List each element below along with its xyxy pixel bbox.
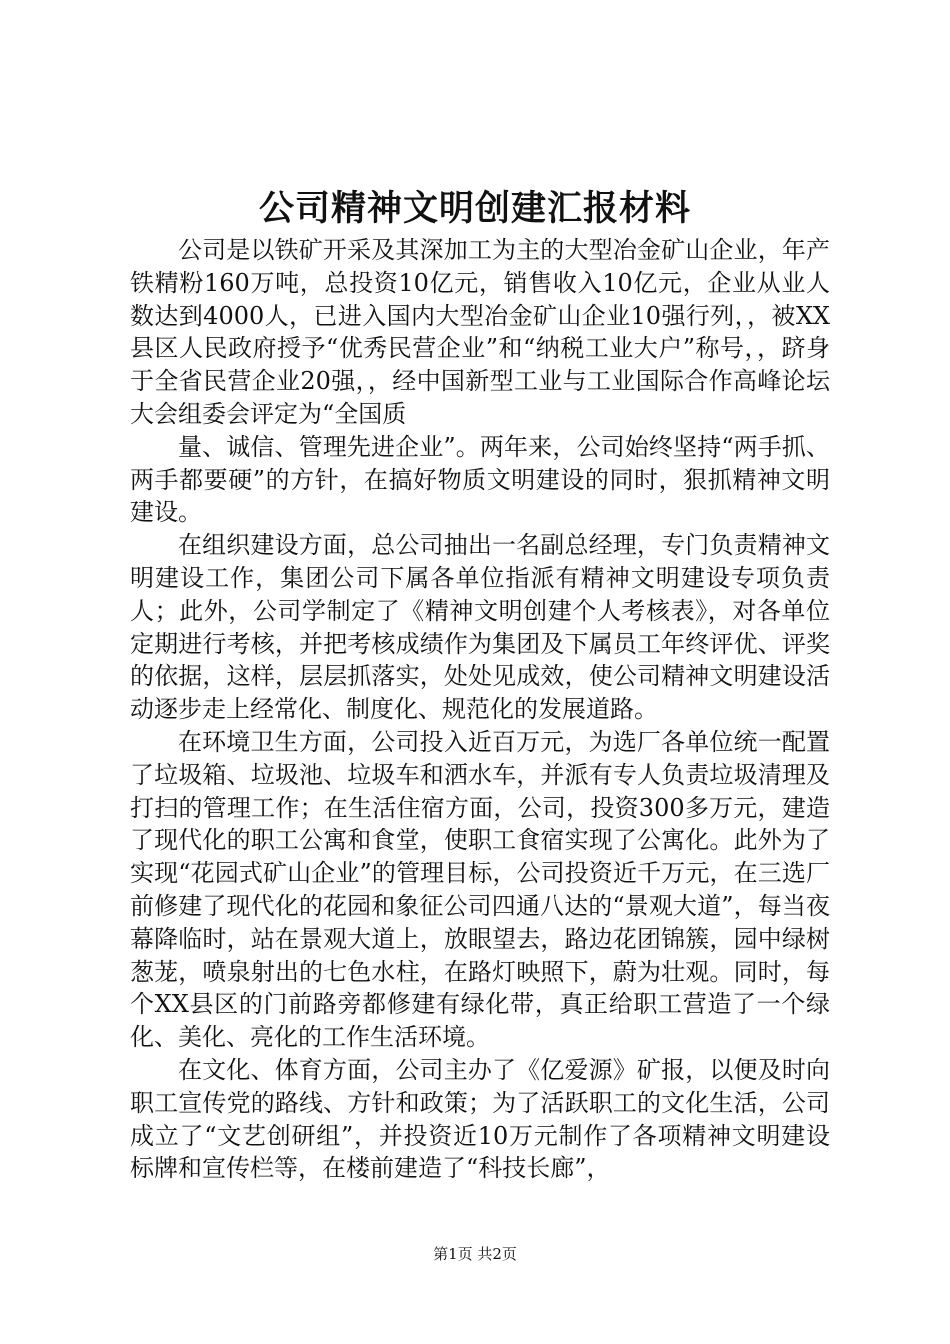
page-title: 公司精神文明创建汇报材料 xyxy=(258,189,691,229)
paragraph-5: 在文化、体育方面，公司主办了《亿爱源》矿报，以便及时向职工宣传党的路线、方针和政策；为了活跃职工的文化生活，公司成立了“文艺创研组”，并投资近10万元制作了各项精神文明建设标牌和宣传栏等，在楼前建造了“科技长廊”， xyxy=(130,1055,830,1183)
paragraph-2: 量、诚信、管理先进企业”。两年来，公司始终坚持“两手抓、两手都要硬”的方针，在搞好物质文明建设的同时，狠抓精神文明建设。 xyxy=(130,432,830,527)
page-footer: 第1页 共2页 xyxy=(433,1245,517,1263)
document-body xyxy=(130,234,830,1185)
paragraph-4: 在环境卫生方面，公司投入近百万元，为选厂各单位统一配置了垃圾箱、垃圾池、垃圾车和洒水车，并派有专人负责垃圾清理及打扫的管理工作；在生活住宿方面，公司，投资300多万元，建造了现代化的职工公寓和食堂，使职工食宿实现了公寓化。此外为了实现“花园式矿山企业”的管理目标，公司投资近千万元，在三选厂前修建了现代化的花园和象征公司四通八达的“景观大道”，每当夜幕降临时，站在景观大道上，放眼望去，路边花团锦簇，园中绿树葱茏，喷泉射出的七色水柱，在路灯映照下，蔚为壮观。同时，每个XX县区的门前路旁都修建有绿化带，真正给职工营造了一个绿化、美化、亮化的工作生活环境。 xyxy=(130,727,830,1052)
paragraph-3: 在组织建设方面，总公司抽出一名副总经理，专门负责精神文明建设工作，集团公司下属各单位指派有精神文明建设专项负责人；此外，公司学制定了《精神文明创建个人考核表》，对各单位定期进行考核，并把考核成绩作为集团及下属员工年终评优、评奖的依据，这样，层层抓落实，处处见成效，使公司精神文明建设活动逐步走上经常化、制度化、规范化的发展道路。 xyxy=(130,531,830,724)
paragraph-1: 公司是以铁矿开采及其深加工为主的大型冶金矿山企业，年产铁精粉160万吨，总投资10亿元，销售收入10亿元，企业从业人数达到4000人，已进入国内大型冶金矿山企业10强行列，，被XX县区人民政府授予“优秀民营企业”和“纳税工业大户”称号，，跻身于全省民营企业20强，，经中国新型工业与工业国际合作高峰论坛大会组委会评定为“全国质 xyxy=(130,236,830,428)
